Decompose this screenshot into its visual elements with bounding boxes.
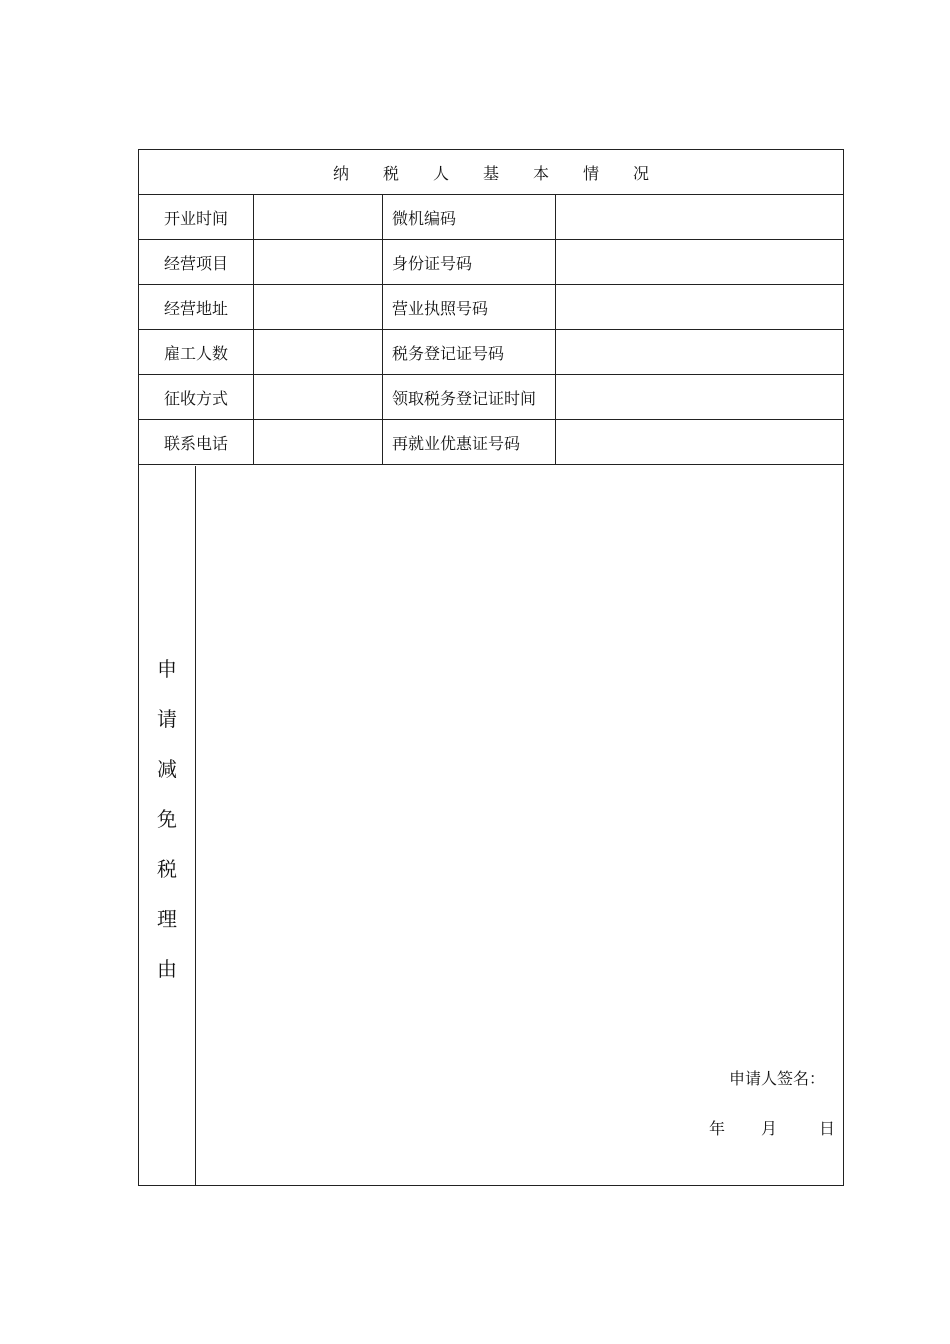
employee-count-field[interactable] <box>254 330 383 374</box>
opening-date-field[interactable] <box>254 195 383 239</box>
date-month-label: 月 <box>760 1119 777 1138</box>
form-header <box>139 150 843 195</box>
row-label: 经营地址 <box>139 285 254 329</box>
row-label: 税务登记证号码 <box>383 330 556 374</box>
row-label: 征收方式 <box>139 375 254 419</box>
reason-label-char: 税 <box>157 856 177 881</box>
row-label: 身份证号码 <box>383 240 556 284</box>
signature-date <box>709 1116 835 1139</box>
row-label: 联系电话 <box>139 420 254 464</box>
reason-label <box>139 466 196 1185</box>
table-row <box>139 420 843 465</box>
reason-label-char: 由 <box>157 956 177 981</box>
form-title: 纳税人基本情况 <box>332 163 683 183</box>
row-label: 经营项目 <box>139 240 254 284</box>
row-label: 微机编码 <box>383 195 556 239</box>
id-number-field[interactable] <box>556 240 843 284</box>
row-label: 营业执照号码 <box>383 285 556 329</box>
tax-relief-application-form <box>138 149 844 1186</box>
business-address-field[interactable] <box>254 285 383 329</box>
table-row <box>139 240 843 285</box>
business-license-number-field[interactable] <box>556 285 843 329</box>
row-label: 雇工人数 <box>139 330 254 374</box>
tax-registration-number-field[interactable] <box>556 330 843 374</box>
reason-label-char: 免 <box>157 806 177 831</box>
table-row <box>139 375 843 420</box>
date-day-label: 日 <box>818 1119 835 1138</box>
reemployment-certificate-number-field[interactable] <box>556 420 843 464</box>
reason-label-char: 减 <box>157 756 177 781</box>
phone-field[interactable] <box>254 420 383 464</box>
row-label: 开业时间 <box>139 195 254 239</box>
reason-label-char: 理 <box>157 906 177 931</box>
date-year-label: 年 <box>708 1119 725 1138</box>
table-row <box>139 195 843 240</box>
row-label: 再就业优惠证号码 <box>383 420 556 464</box>
reason-label-char: 请 <box>157 706 177 731</box>
registration-certificate-date-field[interactable] <box>556 375 843 419</box>
applicant-signature-label: 申请人签名： <box>728 1069 825 1088</box>
computer-code-field[interactable] <box>556 195 843 239</box>
collection-method-field[interactable] <box>254 375 383 419</box>
table-row <box>139 330 843 375</box>
business-scope-field[interactable] <box>254 240 383 284</box>
row-label: 领取税务登记证时间 <box>383 375 556 419</box>
reason-label-char: 申 <box>157 656 177 681</box>
table-row <box>139 285 843 330</box>
reason-section <box>139 466 843 1185</box>
